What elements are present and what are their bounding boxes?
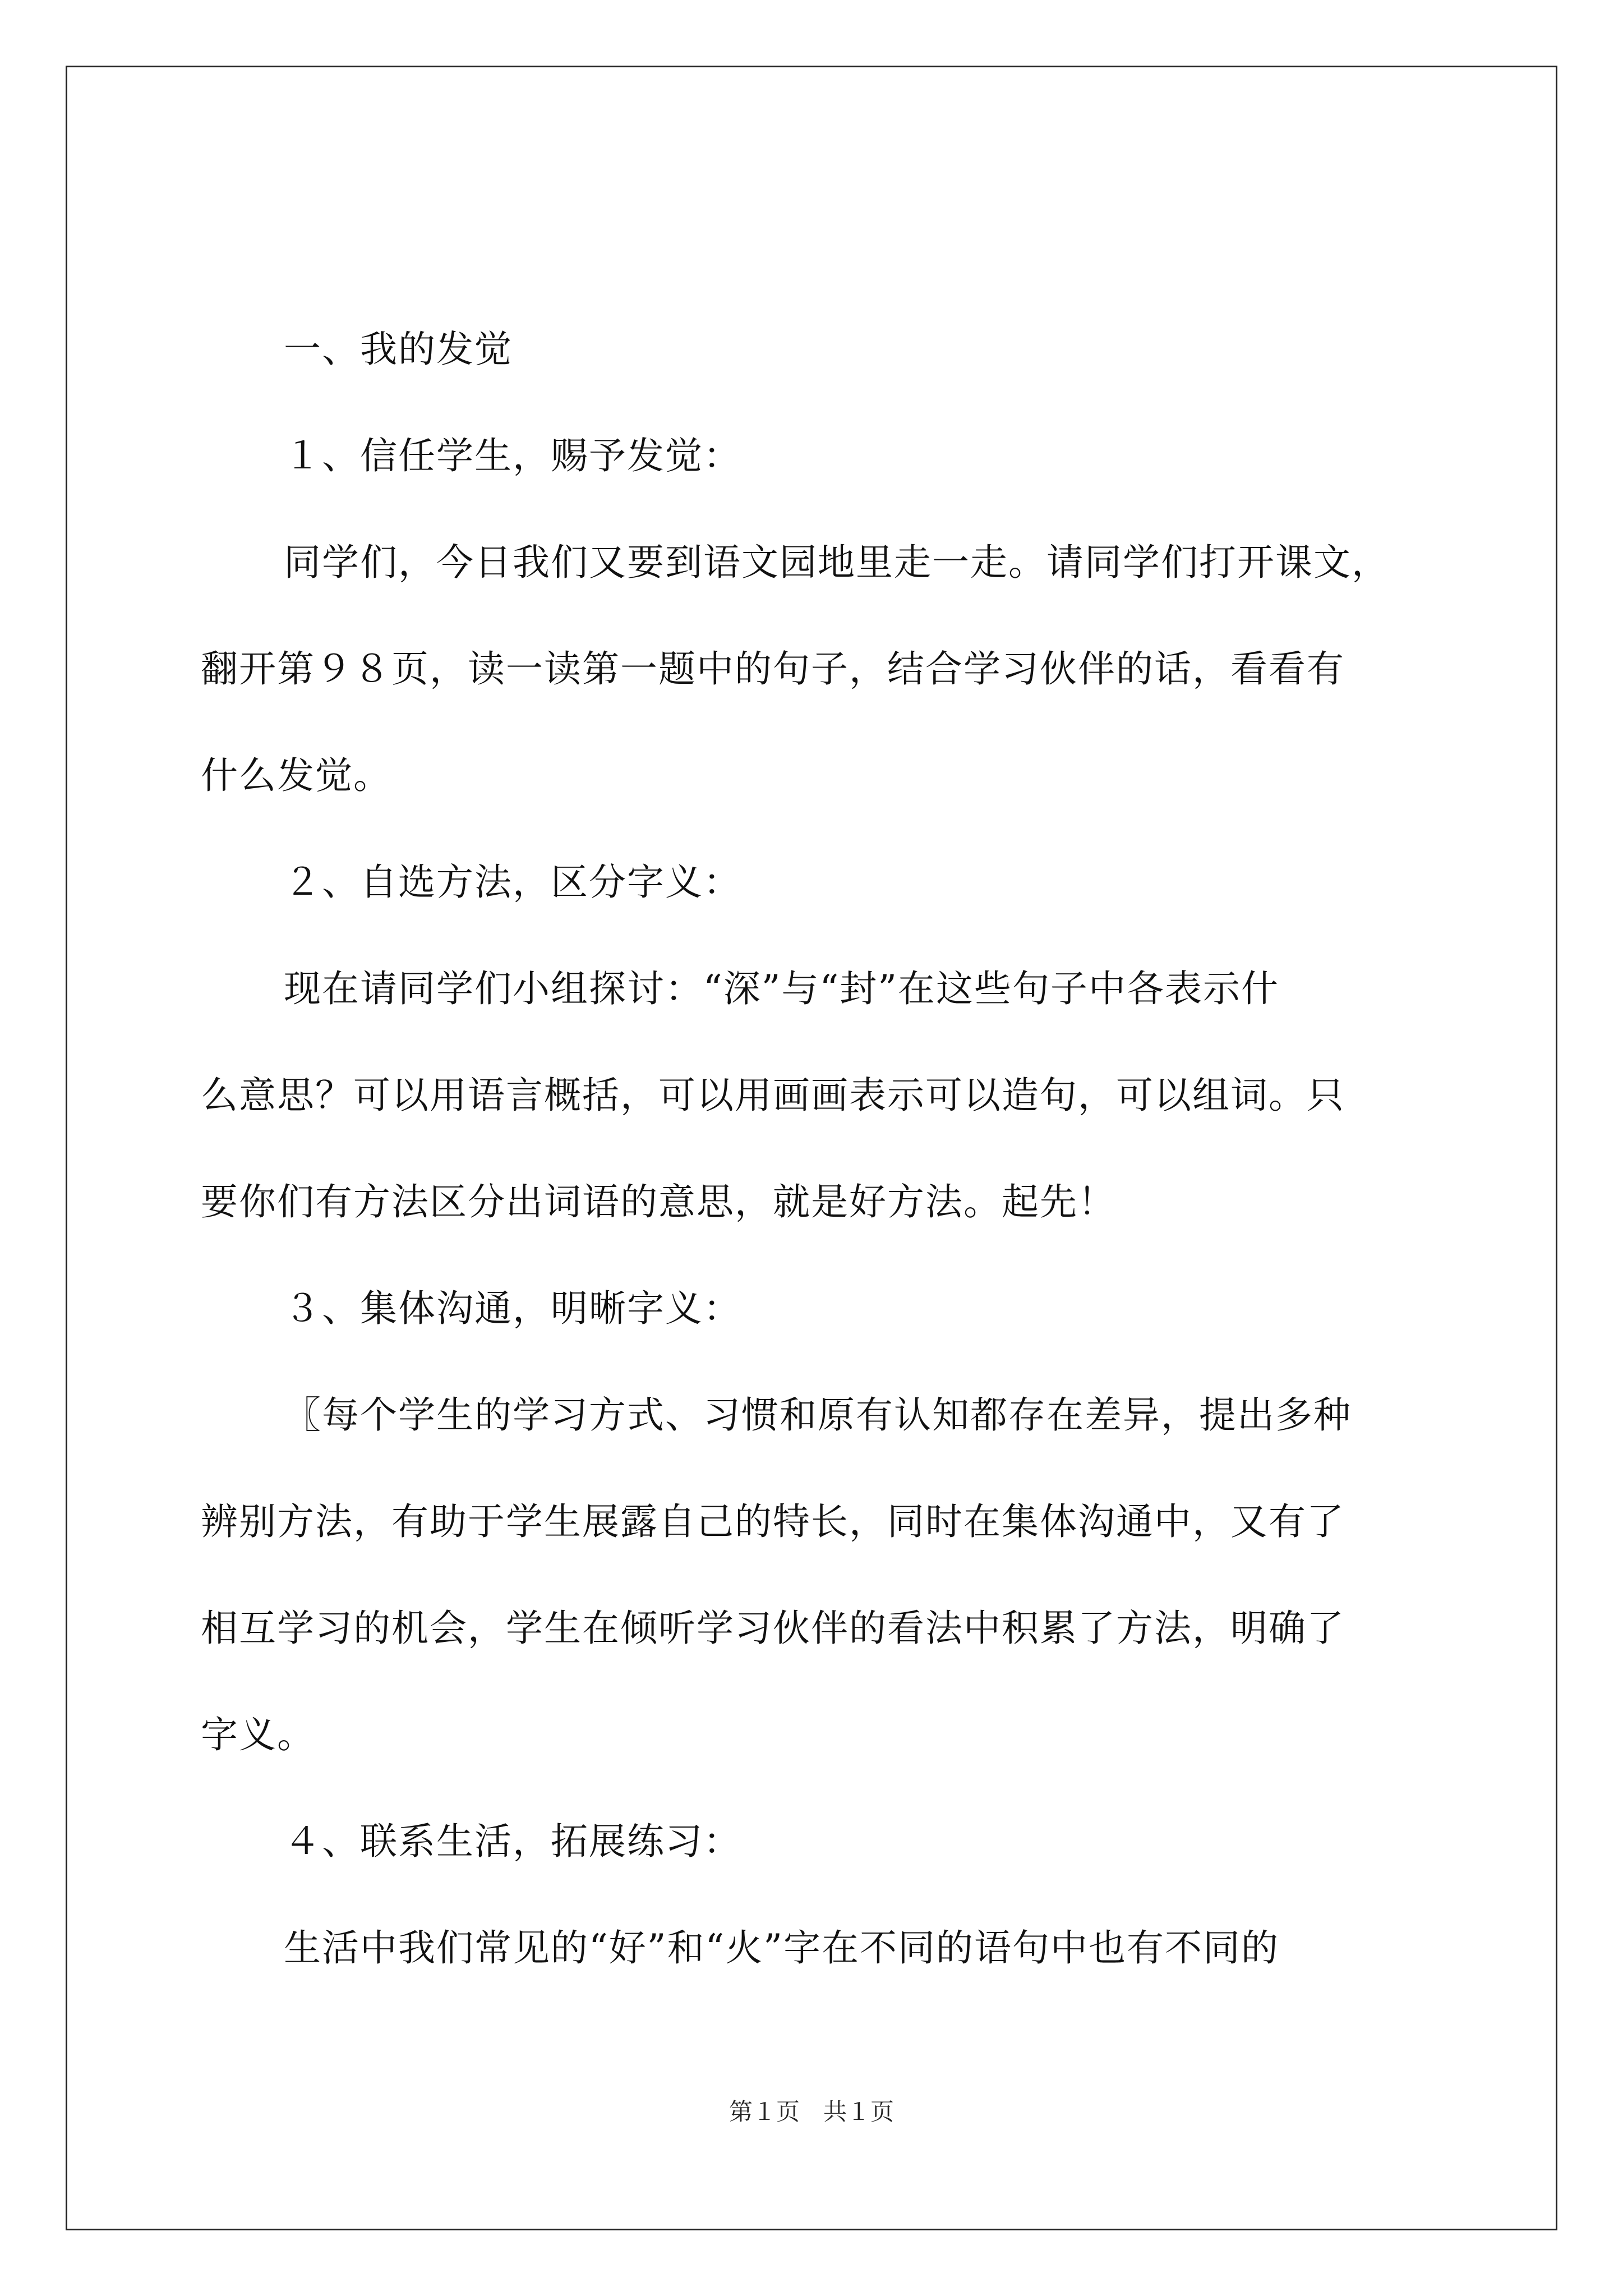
paragraph-line: 生活中我们常见的“好”和“火”字在不同的语句中也有不同的 [284, 1926, 1279, 1970]
heading-my-discovery: 一、我的发觉 [284, 328, 513, 371]
step-2-heading: ２、自选方法，区分字义： [284, 861, 741, 904]
step-3-heading: ３、集体沟通，明晰字义： [284, 1287, 741, 1330]
paragraph-line: 同学们，今日我们又要到语文园地里走一走。请同学们打开课文， [284, 541, 1390, 584]
step-1-heading: １、信任学生，赐予发觉： [284, 434, 741, 477]
paragraph-line: 现在请同学们小组探讨：“深”与“封”在这些句子中各表示什 [284, 967, 1279, 1010]
paragraph-line: 翻开第９８页，读一读第一题中的句子，结合学习伙伴的话，看看有 [201, 647, 1345, 691]
paragraph-line: 〖每个学生的学习方式、习惯和原有认知都存在差异，提出多种 [284, 1393, 1352, 1437]
page-border [66, 66, 1557, 2230]
paragraph-line: 要你们有方法区分出词语的意思，就是好方法。起先！ [201, 1180, 1116, 1223]
paragraph-line: 相互学习的机会，学生在倾听学习伙伴的看法中积累了方法，明确了 [201, 1607, 1345, 1650]
paragraph-line: 么意思？可以用语言概括，可以用画画表示可以造句，可以组词。只 [201, 1074, 1345, 1117]
page-number-footer: 第１页 共１页 [728, 2098, 894, 2125]
paragraph-line: 字义。 [201, 1713, 315, 1756]
paragraph-line: 辨别方法，有助于学生展露自己的特长，同时在集体沟通中，又有了 [201, 1500, 1345, 1543]
step-4-heading: ４、联系生活，拓展练习： [284, 1820, 741, 1863]
paragraph-line: 什么发觉。 [201, 754, 391, 797]
